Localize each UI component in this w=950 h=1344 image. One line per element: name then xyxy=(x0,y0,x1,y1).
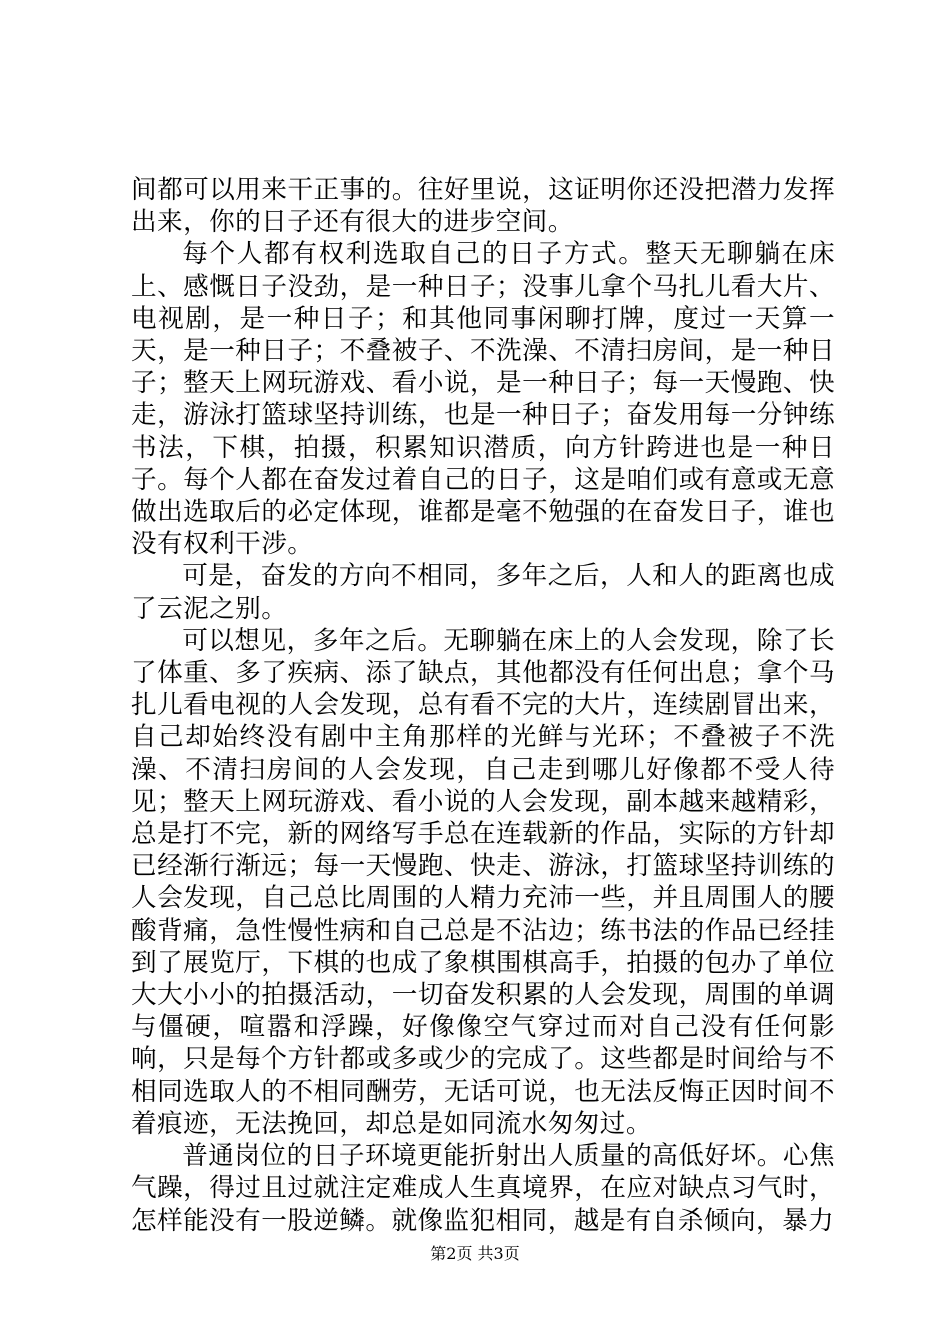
paragraph: 可是，奋发的方向不相同，多年之后，人和人的距离也成了云泥之别。 xyxy=(131,561,835,624)
page-number-footer: 第2页 共3页 xyxy=(430,1244,520,1263)
paragraph: 间都可以用来干正事的。往好里说，这证明你还没把潜力发挥出来，你的日子还有很大的进步空间。 xyxy=(131,175,835,238)
paragraph: 普通岗位的日子环境更能折射出人质量的高低好坏。心焦气躁，得过且过就注定难成人生真境界，在应对缺点习气时，怎样能没有一股逆鳞。就像监犯相同，越是有自杀倾向，暴力 xyxy=(131,1141,835,1236)
document-body xyxy=(131,174,835,1237)
paragraph: 每个人都有权利选取自己的日子方式。整天无聊躺在床上、感慨日子没劲，是一种日子；没事儿拿个马扎儿看大片、电视剧，是一种日子；和其他同事闲聊打牌，度过一天算一天，是一种日子；不叠被子、不洗澡、不清扫房间，是一种日子；整天上网玩游戏、看小说，是一种日子；每一天慢跑、快走，游泳打篮球坚持训练，也是一种日子；奋发用每一分钟练书法，下棋，拍摄，积累知识潜质，向方针跨进也是一种日子。每个人都在奋发过着自己的日子，这是咱们或有意或无意做出选取后的必定体现，谁都是毫不勉强的在奋发日子，谁也没有权利干涉。 xyxy=(131,239,835,560)
paragraph: 可以想见，多年之后。无聊躺在床上的人会发现，除了长了体重、多了疾病、添了缺点，其他都没有任何出息；拿个马扎儿看电视的人会发现，总有看不完的大片，连续剧冒出来，自己却始终没有剧中主角那样的光鲜与光环；不叠被子不洗澡、不清扫房间的人会发现，自己走到哪儿好像都不受人待见；整天上网玩游戏、看小说的人会发现，副本越来越精彩，总是打不完，新的网络写手总在连载新的作品，实际的方针却已经渐行渐远；每一天慢跑、快走、游泳，打篮球坚持训练的人会发现，自己总比周围的人精力充沛一些，并且周围人的腰酸背痛，急性慢性病和自己总是不沾边；练书法的作品已经挂到了展览厅，下棋的也成了象棋围棋高手，拍摄的包办了单位大大小小的拍摄活动，一切奋发积累的人会发现，周围的单调与僵硬，喧嚣和浮躁，好像像空气穿过而对自己没有任何影响，只是每个方针都或多或少的完成了。这些都是时间给与不相同选取人的不相同酬劳，无话可说，也无法反悔正因时间不着痕迹，无法挽回，却总是如同流水匆匆过。 xyxy=(131,625,835,1139)
